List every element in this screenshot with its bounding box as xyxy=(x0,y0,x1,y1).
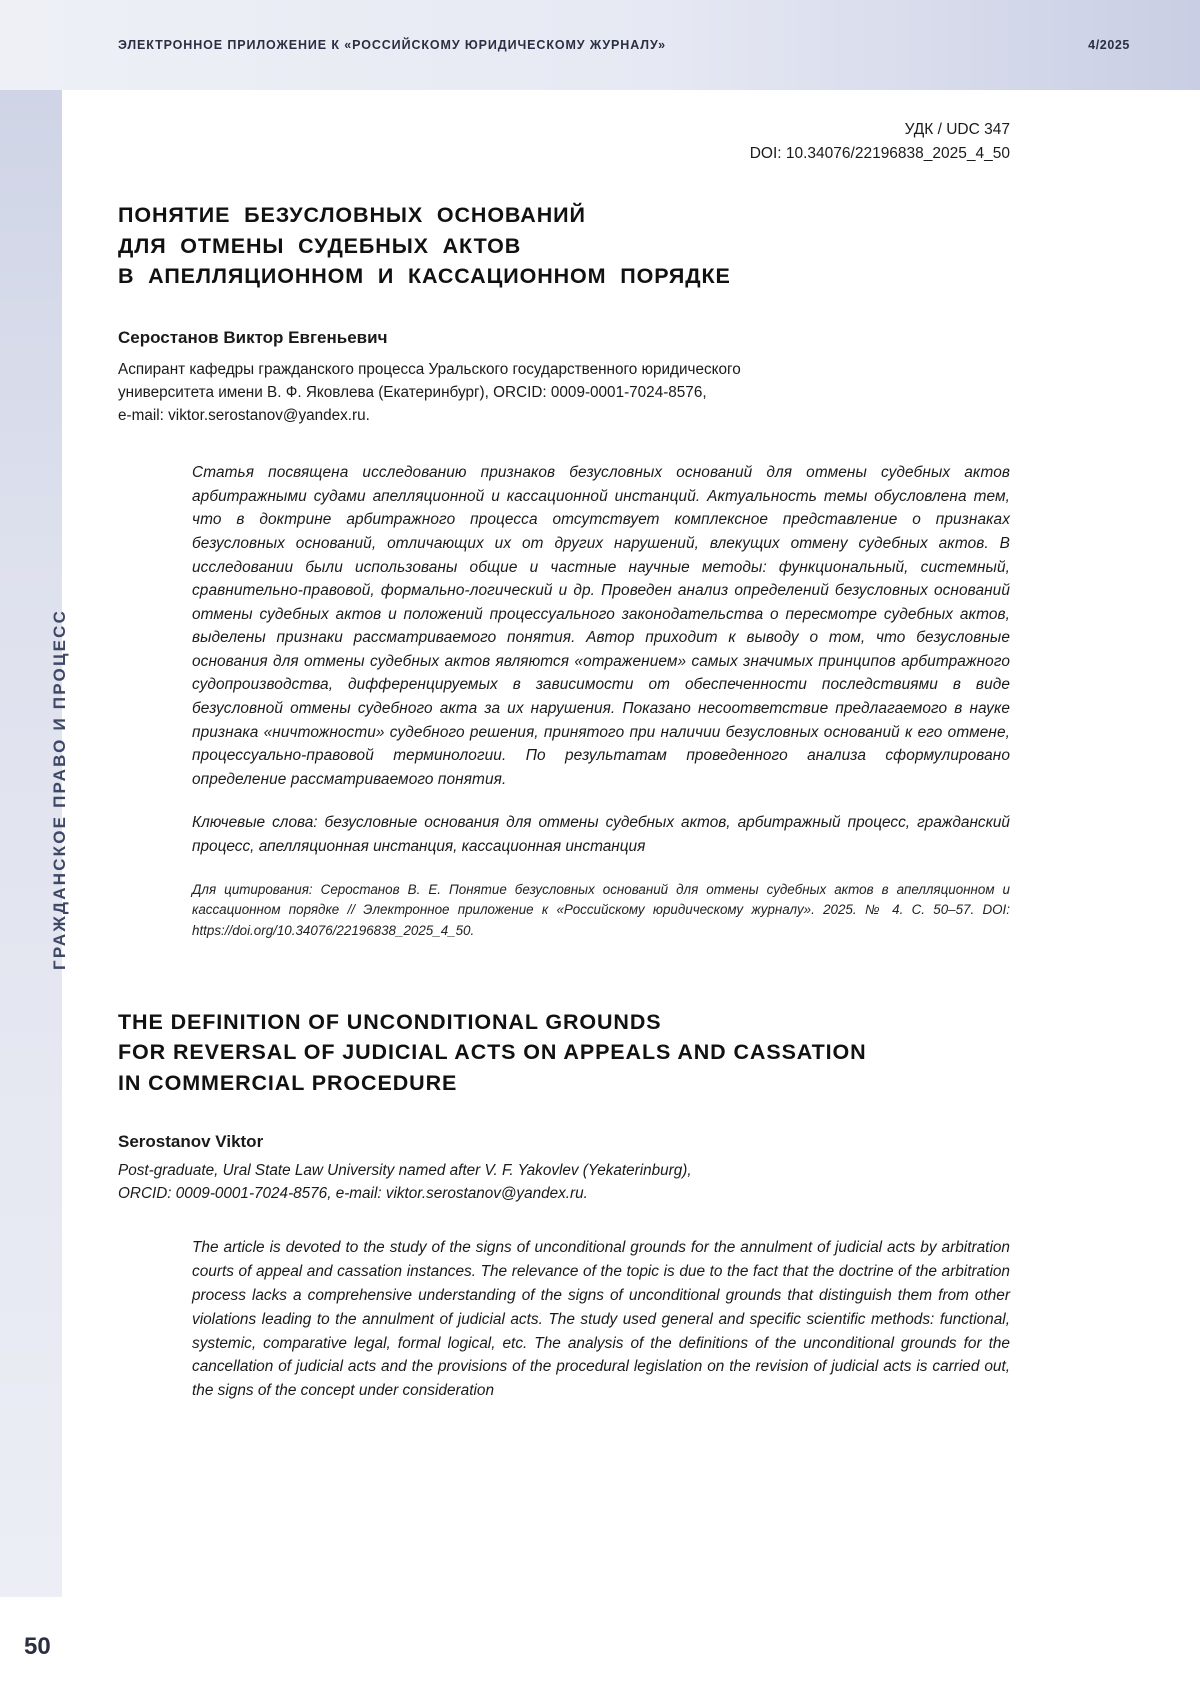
abstract-block-ru xyxy=(192,461,1010,940)
journal-title: ЭЛЕКТРОННОЕ ПРИЛОЖЕНИЕ К «РОССИЙСКОМУ ЮРИДИЧЕСКОМУ ЖУРНАЛУ» xyxy=(118,38,667,52)
udc-code: УДК / UDC 347 xyxy=(904,121,1010,138)
keywords-ru: Ключевые слова: безусловные основания для отмены судебных актов, арбитражный процесс, гражданский процесс, апелляционная инстанция, кассационная инстанция xyxy=(192,814,1010,855)
article-title-en-line1: THE DEFINITION OF UNCONDITIONAL GROUNDS xyxy=(118,1009,662,1034)
article-title-ru-line2: ДЛЯ ОТМЕНЫ СУДЕБНЫХ АКТОВ xyxy=(118,233,522,258)
author-email-ru: e-mail: viktor.serostanov@yandex.ru. xyxy=(118,407,370,425)
author-affiliation-ru-line1: Аспирант кафедры гражданского процесса Уральского государственного юридического xyxy=(118,360,741,378)
doi-code: DOI: 10.34076/22196838_2025_4_50 xyxy=(749,145,1010,163)
author-affiliation-en-line1: Post-graduate, Ural State Law University named after V. F. Yakovlev (Yekaterinburg), xyxy=(118,1162,692,1180)
abstract-ru: Статья посвящена исследованию признаков безусловных оснований для отмены судебных актов арбитражными судами апелляционной и кассационной инстанций. Актуальность темы обусловлена тем, что в доктрине арбитражного процесса отсутствует комплексное представление о признаках безусловных оснований, отличающих их от других нарушений, влекущих отмену судебных актов. В исследовании были использованы общие и частные научные методы: функциональный, системный, сравнительно-правовой, формально-логический и др. Проведен анализ определений безусловных оснований отмены судебных актов и положений процессуального законодательства о пересмотре судебных актов, выделены признаки рассматриваемого понятия. Автор приходит к выводу о том, что безусловные основания для отмены судебных актов являются «отражением» самых значимых принципов арбитражного судопроизводства, дифференцируемых в зависимости от обеспеченности последствиями в виде безусловной отмены судебного акта за их нарушения. Показано несоответствие предлагаемого в науке признака «ничтожности» судебного решения, принятого при наличии безусловных оснований к его отмене, процессуально-правовой терминологии. По результатам проведенного анализа сформулировано определение рассматриваемого понятия. xyxy=(192,464,1010,788)
section-tab-label: ГРАЖДАНСКОЕ ПРАВО И ПРОЦЕСС xyxy=(50,608,69,970)
author-affiliation-en xyxy=(118,1160,1010,1206)
author-name-ru: Серостанов Виктор Евгеньевич xyxy=(118,327,388,347)
author-name-en: Serostanov Viktor xyxy=(118,1132,264,1152)
citation-ru: Для цитирования: Серостанов В. Е. Понятие безусловных оснований для отмены судебных актов в апелляционном и кассационном порядке // Электронное приложение к «Российскому юридическому журналу». 2025. № 4. С. 50–57. DOI: https://doi.org/10.34076/22196838_2025_4_50. xyxy=(192,882,1010,938)
issue-number: 4/2025 xyxy=(1088,38,1130,52)
article-title-ru-line1: ПОНЯТИЕ БЕЗУСЛОВНЫХ ОСНОВАНИЙ xyxy=(118,203,586,228)
running-header xyxy=(0,0,1200,90)
page-number: 50 xyxy=(24,1633,51,1660)
author-affiliation-ru-line2: университета имени В. Ф. Яковлева (Екатеринбург), ORCID: 0009-0001-7024-8576, xyxy=(118,383,707,401)
article-title-en xyxy=(118,1007,1010,1099)
article-title-en-line3: IN COMMERCIAL PROCEDURE xyxy=(118,1070,458,1095)
article-title-ru xyxy=(118,200,1010,292)
article-identifiers xyxy=(118,118,1010,166)
running-header-content xyxy=(118,38,1130,52)
article-body xyxy=(118,118,1010,1403)
author-email-en: ORCID: 0009-0001-7024-8576, e-mail: viktor.serostanov@yandex.ru. xyxy=(118,1185,588,1203)
author-affiliation-ru xyxy=(118,358,1010,428)
article-title-en-line2: FOR REVERSAL OF JUDICIAL ACTS ON APPEALS AND CASSATION xyxy=(118,1040,867,1065)
article-title-ru-line3: В АПЕЛЛЯЦИОННОМ И КАССАЦИОННОМ ПОРЯДКЕ xyxy=(118,264,731,289)
section-tab xyxy=(0,90,69,1597)
abstract-block-en xyxy=(192,1236,1010,1403)
abstract-en: The article is devoted to the study of the signs of unconditional grounds for the annulment of judicial acts by arbitration courts of appeal and cassation instances. The relevance of the topic is due to the fact that the doctrine of the arbitration process lacks a comprehensive understanding of the signs of unconditional grounds that distinguish them from other violations leading to the annulment of judicial acts. The study used general and specific scientific methods: functional, systemic, comparative legal, formal logical, etc. The analysis of the definitions of the unconditional grounds for the cancellation of judicial acts and the provisions of the procedural legislation on the revision of judicial acts is carried out, the signs of the concept under consideration xyxy=(192,1239,1010,1400)
